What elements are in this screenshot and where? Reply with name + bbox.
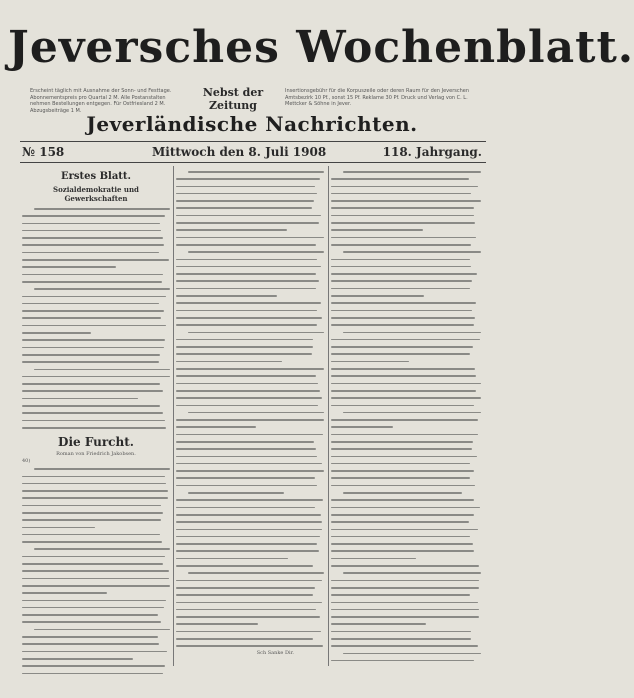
text-line [331,204,481,211]
text-line [22,205,170,212]
text-line [176,606,324,613]
text-line [22,409,170,416]
text-line [176,642,324,649]
text-line [176,569,324,576]
text-line [176,197,324,204]
text-line [331,299,481,306]
text-line [22,575,170,582]
text-line [22,263,170,270]
text-line [176,533,324,540]
text-line [331,650,481,657]
issue-year: 118. Jahrgang. [382,145,482,159]
masthead-subtitle: Nebst der Zeitung [202,86,264,112]
text-line [331,358,481,365]
text-line [331,569,481,576]
text-line [331,577,481,584]
text-line [331,547,481,554]
text-line [331,256,481,263]
text-line [22,633,170,640]
text-line [176,204,324,211]
text-line [176,263,324,270]
advertising-info: Insertionsgebühr für die Korpuszeile oder deren Raum für den Jeverschen Amtsbezirk 10 Pf., sonst 15 Pf. Reklame 30 Pf. Druck und Verlag von C. L. Mettcker & Söhne in Jever. [285,88,470,107]
text-line [331,248,481,255]
novel-text [22,465,170,677]
text-line [176,423,324,430]
text-line [176,299,324,306]
article-text [331,168,481,664]
text-line [22,473,170,480]
text-line [331,416,481,423]
text-line [176,591,324,598]
text-line [22,241,170,248]
text-line [176,460,324,467]
text-line [176,628,324,635]
text-line [176,599,324,606]
text-line [22,538,170,545]
text-line [176,248,324,255]
text-line [331,526,481,533]
text-line [331,336,481,343]
text-line [331,270,481,277]
text-line [331,511,481,518]
text-line [176,321,324,328]
text-line [22,524,170,531]
masthead-title: Jeversches Wochenblatt. [8,22,634,73]
column-3 [331,168,481,664]
text-line [22,567,170,574]
text-line [331,343,481,350]
text-line [331,657,481,664]
signature-line: Sch Sanke Dir. [256,649,294,656]
text-line [176,635,324,642]
text-line [22,344,170,351]
text-line [176,212,324,219]
text-line [331,606,481,613]
text-line [331,402,481,409]
text-line [176,526,324,533]
column-divider [328,166,329,666]
text-line [331,197,481,204]
text-line [176,219,324,226]
text-line [331,482,481,489]
text-line [176,438,324,445]
text-line [176,482,324,489]
text-line [331,314,481,321]
text-line [331,635,481,642]
text-line [22,329,170,336]
text-line [331,496,481,503]
text-line [176,358,324,365]
text-line [331,467,481,474]
text-line [176,336,324,343]
text-line [22,560,170,567]
text-line [22,597,170,604]
text-line [176,547,324,554]
text-line [331,474,481,481]
text-line [176,584,324,591]
text-line [331,350,481,357]
text-line [331,190,481,197]
column-divider [173,166,174,666]
text-line [331,533,481,540]
text-line [22,300,170,307]
text-line [331,226,481,233]
text-line [176,504,324,511]
text-line [22,373,170,380]
text-line [22,648,170,655]
text-line [22,351,170,358]
text-line [176,555,324,562]
text-line [22,249,170,256]
text-line [22,285,170,292]
text-line [22,293,170,300]
text-line [331,212,481,219]
text-line [331,365,481,372]
text-line [176,402,324,409]
text-line [176,234,324,241]
text-line [331,175,481,182]
text-line [331,321,481,328]
text-line [176,577,324,584]
second-masthead-title: Jeverländische Nachrichten. [86,112,418,136]
text-line [22,366,170,373]
subscription-info: Erscheint täglich mit Ausnahme der Sonn- und Festtage. Abonnementspreis pro Quartal 2 M. Alle Postanstalten nehmen Bestellungen entgegen. Für Ostfriesland 2 M. Abzugsbeiträge 1 M. [30,88,172,114]
text-line [176,372,324,379]
text-line [22,212,170,219]
section-title: Erstes Blatt. [60,171,132,182]
text-line [176,445,324,452]
text-line [22,465,170,472]
text-line [22,589,170,596]
text-line [331,540,481,547]
text-line [176,175,324,182]
text-line [22,358,170,365]
text-line [22,322,170,329]
text-line [22,494,170,501]
text-line [22,618,170,625]
text-line [331,168,481,175]
text-line [22,271,170,278]
text-line [176,409,324,416]
text-line [22,531,170,538]
text-line [22,545,170,552]
text-line [22,278,170,285]
novel-author: Roman von Friedrich Jakobsen. [56,451,136,458]
text-line [176,387,324,394]
text-line [176,496,324,503]
text-line [176,511,324,518]
text-line [22,424,170,431]
text-line [331,584,481,591]
text-line [22,487,170,494]
text-line [176,343,324,350]
text-line [22,220,170,227]
issue-rule [20,162,486,163]
text-line [22,227,170,234]
novel-installment: 40) [22,458,31,465]
text-line [22,314,170,321]
text-line [331,329,481,336]
text-line [22,604,170,611]
text-line [22,670,170,677]
text-line [331,460,481,467]
text-line [176,350,324,357]
text-line [331,263,481,270]
text-line [22,611,170,618]
text-line [331,423,481,430]
text-line [331,292,481,299]
text-line [176,314,324,321]
text-line [331,285,481,292]
text-line [331,241,481,248]
article-text [22,205,170,431]
text-line [331,445,481,452]
text-line [331,453,481,460]
text-line [22,336,170,343]
article-text [176,168,324,650]
text-line [331,219,481,226]
text-line [22,387,170,394]
issue-number: № 158 [22,145,65,159]
text-line [331,518,481,525]
text-line [176,270,324,277]
text-line [176,613,324,620]
text-line [176,394,324,401]
text-line [176,226,324,233]
text-line [22,502,170,509]
text-line [22,417,170,424]
text-line [22,640,170,647]
text-line [331,489,481,496]
text-line [331,183,481,190]
text-line [331,620,481,627]
text-line [331,642,481,649]
text-line [176,431,324,438]
text-line [22,395,170,402]
text-line [22,402,170,409]
text-line [331,307,481,314]
top-rule [20,141,486,142]
text-line [331,372,481,379]
text-line [176,489,324,496]
text-line [22,380,170,387]
text-line [176,416,324,423]
article-title: Sozialdemokratie und Gewerkschaften [53,185,139,203]
text-line [22,307,170,314]
text-line [331,438,481,445]
text-line [331,628,481,635]
text-line [176,380,324,387]
column-1 [22,168,170,677]
text-line [176,277,324,284]
text-line [176,467,324,474]
text-line [22,480,170,487]
text-line [176,453,324,460]
text-line [176,562,324,569]
text-line [22,553,170,560]
text-line [176,540,324,547]
text-line [22,509,170,516]
text-line [331,591,481,598]
text-line [331,277,481,284]
text-line [176,183,324,190]
text-line [331,380,481,387]
text-line [331,613,481,620]
text-line [22,516,170,523]
text-line [331,555,481,562]
text-line [176,365,324,372]
text-line [176,168,324,175]
text-line [22,662,170,669]
text-line [331,431,481,438]
text-line [331,234,481,241]
text-line [176,292,324,299]
text-line [176,190,324,197]
novel-title: Die Furcht. [58,435,134,450]
text-line [331,599,481,606]
issue-date: Mittwoch den 8. Juli 1908 [152,145,327,159]
text-line [176,307,324,314]
text-line [176,474,324,481]
text-line [176,620,324,627]
text-line [331,562,481,569]
text-line [176,241,324,248]
text-line [176,329,324,336]
column-2 [176,168,324,657]
text-line [331,387,481,394]
text-line [22,626,170,633]
text-line [331,504,481,511]
text-line [22,234,170,241]
text-line [176,518,324,525]
text-line [22,256,170,263]
text-line [22,582,170,589]
text-line [176,256,324,263]
issue-line [22,145,482,161]
text-line [176,285,324,292]
text-line [331,394,481,401]
text-line [22,655,170,662]
text-line [331,409,481,416]
